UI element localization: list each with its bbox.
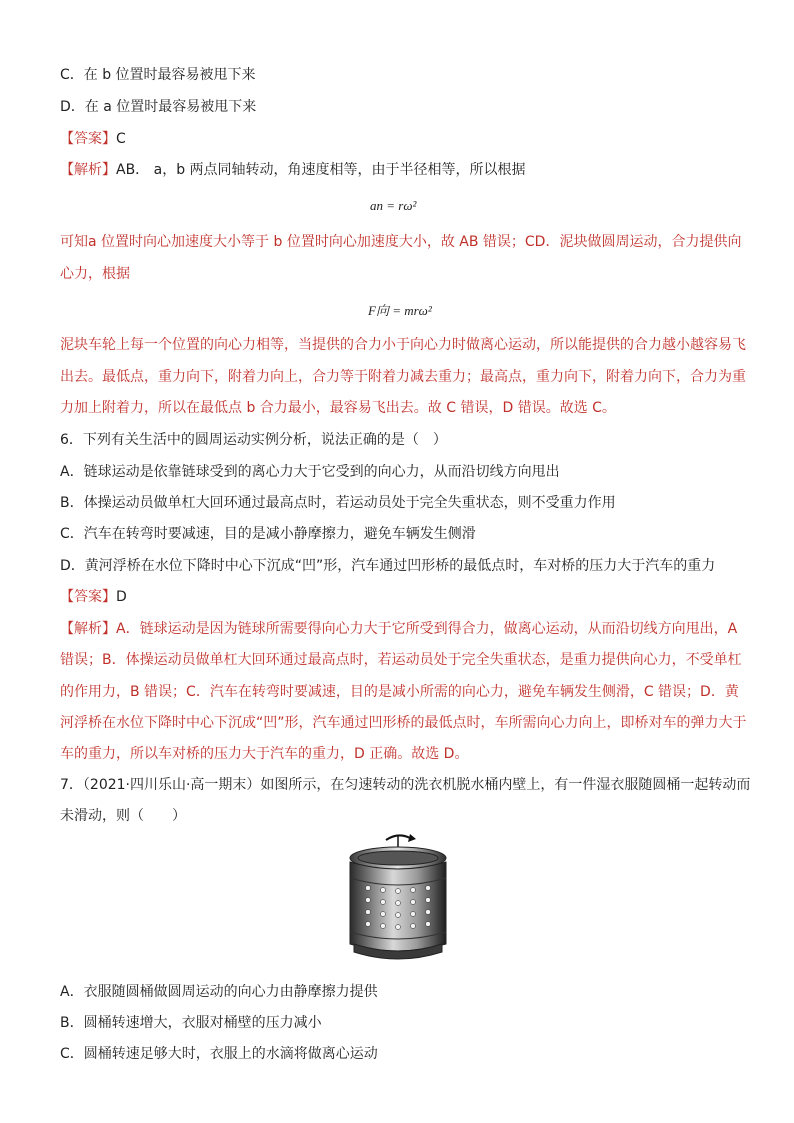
analysis-text: 可知a 位置时向心加速度大小等于 b 位置时向心加速度大小，故 AB 错误；CD．泥块做圆周运动，合力提供向 xyxy=(60,234,742,250)
washing-machine-drum-icon xyxy=(338,832,458,966)
analysis-text: A．链球运动是因为链球所需要得向心力大于它所受到得合力，做离心运动，从而沿切线方向甩出，A xyxy=(116,621,738,637)
answer-line xyxy=(60,129,126,149)
formula-centripetal-acceleration: an = rω² xyxy=(370,198,417,213)
analysis-text: 心力，根据 xyxy=(60,266,130,282)
analysis-text: 出去。最低点，重力向下，附着力向上，合力等于附着力减去重力；最高点，重力向下，附着力向下，合力为重 xyxy=(60,369,746,385)
analysis-text: 的作用力，B 错误；C．汽车在转弯时要减速，目的是减小所需的向心力，避免车辆发生侧滑，C 错误；D．黄 xyxy=(60,684,739,700)
option-d: D．在 a 位置时最容易被甩下来 xyxy=(60,99,257,115)
question-6-option-c: C．汽车在转弯时要减速，目的是减小静摩擦力，避免车辆发生侧滑 xyxy=(60,526,476,542)
question-7-option-b: B．圆桶转速增大，衣服对桶壁的压力减小 xyxy=(60,1015,322,1031)
analysis-tag: 【解析】 xyxy=(60,162,116,178)
question-6-option-d: D．黄河浮桥在水位下降时中心下沉成“凹”形，汽车通过凹形桥的最低点时，车对桥的压力大于汽车的重力 xyxy=(60,558,716,574)
question-6-answer xyxy=(60,587,127,607)
question-6-option-a: A．链球运动是依靠链球受到的离心力大于它受到的向心力，从而沿切线方向甩出 xyxy=(60,464,560,480)
question-7-option-a: A．衣服随圆桶做圆周运动的向心力由静摩擦力提供 xyxy=(60,984,378,1000)
answer-tag: 【答案】 xyxy=(60,131,116,147)
answer-value: D xyxy=(116,589,127,605)
analysis-text: 河浮桥在水位下降时中心下沉成“凹”形，汽车通过凹形桥的最低点时，车所需向心力向上，即桥对车的弹力大于 xyxy=(60,715,747,731)
question-7-stem: 7．（2021·四川乐山·高一期末）如图所示，在匀速转动的洗衣机脱水桶内壁上，有一件湿衣服随圆桶一起转动而 xyxy=(60,777,751,793)
answer-value: C xyxy=(116,131,126,147)
question-6-stem: 6．下列有关生活中的圆周运动实例分析，说法正确的是（ ） xyxy=(60,432,447,448)
formula-centripetal-force: F向 = mrω² xyxy=(368,303,432,318)
option-c: C．在 b 位置时最容易被甩下来 xyxy=(60,67,256,83)
analysis-text: AB． a，b 两点同轴转动，角速度相等，由于半径相等，所以根据 xyxy=(116,162,526,178)
analysis-text: 力加上附着力，所以在最低点 b 合力最小，最容易飞出去。故 C 错误，D 错误。故选 C。 xyxy=(60,400,616,416)
question-6-analysis xyxy=(60,619,737,639)
analysis-line xyxy=(60,160,526,180)
question-7-option-c: C．圆桶转速足够大时，衣服上的水滴将做离心运动 xyxy=(60,1046,378,1062)
question-6-option-b: B．体操运动员做单杠大回环通过最高点时，若运动员处于完全失重状态，则不受重力作用 xyxy=(60,495,616,511)
question-7-stem-cont: 未滑动，则（ ） xyxy=(60,808,186,824)
analysis-text: 错误；B．体操运动员做单杠大回环通过最高点时，若运动员处于完全失重状态，是重力提供向心力，不受单杠 xyxy=(60,652,742,668)
analysis-text: 泥块车轮上每一个位置的向心力相等，当提供的合力小于向心力时做离心运动，所以能提供的合力越小越容易飞 xyxy=(60,337,746,353)
answer-tag: 【答案】 xyxy=(60,589,116,605)
analysis-tag: 【解析】 xyxy=(60,621,116,637)
analysis-text: 车的重力，所以车对桥的压力大于汽车的重力，D 正确。故选 D。 xyxy=(60,746,469,762)
